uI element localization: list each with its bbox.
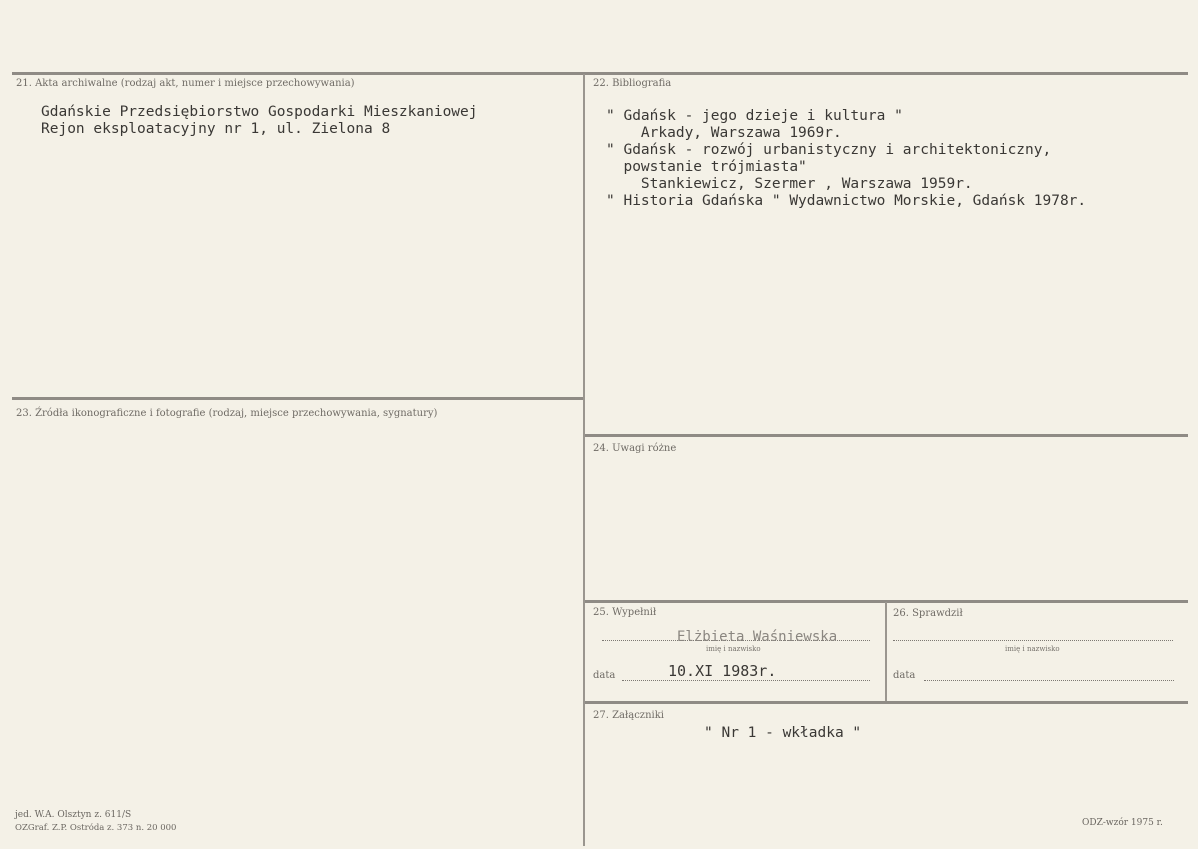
rule-above-27 (585, 701, 1188, 704)
filled-by-date: 10.XI 1983r. (668, 662, 777, 680)
section-21-line-1: Gdańskie Przedsiębiorstwo Gospodarki Mieszkaniowej (41, 104, 478, 120)
print-info-line-1: jed. W.A. Olsztyn z. 611/S (15, 810, 132, 820)
section-22-label: 22. Bibliografia (593, 78, 672, 89)
attachments-value: " Nr 1 - wkładka " (704, 725, 862, 741)
bibliography-line-2: Arkady, Warszawa 1969r. (606, 125, 842, 141)
checked-by-date-line (924, 680, 1174, 681)
bibliography-line-5: Stankiewicz, Szermer , Warszawa 1959r. (606, 176, 973, 192)
section-21-line-2: Rejon eksploatacyjny nr 1, ul. Zielona 8 (41, 121, 391, 137)
section-24-label: 24. Uwagi różne (593, 443, 677, 454)
filled-by-name-caption: imię i nazwisko (706, 645, 761, 653)
bibliography-line-4: powstanie trójmiasta" (606, 159, 807, 175)
filled-by-date-line (622, 680, 870, 681)
form-code: ODZ-wzór 1975 r. (1082, 818, 1163, 828)
section-27-label: 27. Załączniki (593, 710, 664, 721)
section-25-label: 25. Wypełnił (593, 607, 657, 618)
filled-by-date-label: data (593, 670, 616, 681)
rule-above-24 (585, 434, 1188, 437)
section-21-label: 21. Akta archiwalne (rodzaj akt, numer i miejsce przechowywania) (16, 78, 355, 89)
rule-above-23 (12, 397, 583, 400)
checked-by-date-label: data (893, 670, 916, 681)
top-rule (12, 72, 1188, 75)
bibliography-line-1: " Gdańsk - jego dzieje i kultura " (606, 108, 903, 124)
divider-25-26 (885, 602, 887, 702)
section-23-label: 23. Źródła ikonograficzne i fotografie (rodzaj, miejsce przechowywania, sygnatury) (16, 408, 438, 419)
filled-by-name: Elżbieta Waśniewska (677, 629, 838, 645)
section-26-label: 26. Sprawdził (893, 608, 963, 619)
print-info-line-2: OZGraf. Z.P. Ostróda z. 373 n. 20 000 (15, 823, 177, 833)
bibliography-line-6: " Historia Gdańska " Wydawnictwo Morskie, Gdańsk 1978r. (606, 193, 1087, 209)
checked-by-name-caption: imię i nazwisko (1005, 645, 1060, 653)
checked-by-name-line (893, 640, 1173, 641)
center-divider (583, 74, 585, 846)
bibliography-line-3: " Gdańsk - rozwój urbanistyczny i architektoniczny, (606, 142, 1052, 158)
